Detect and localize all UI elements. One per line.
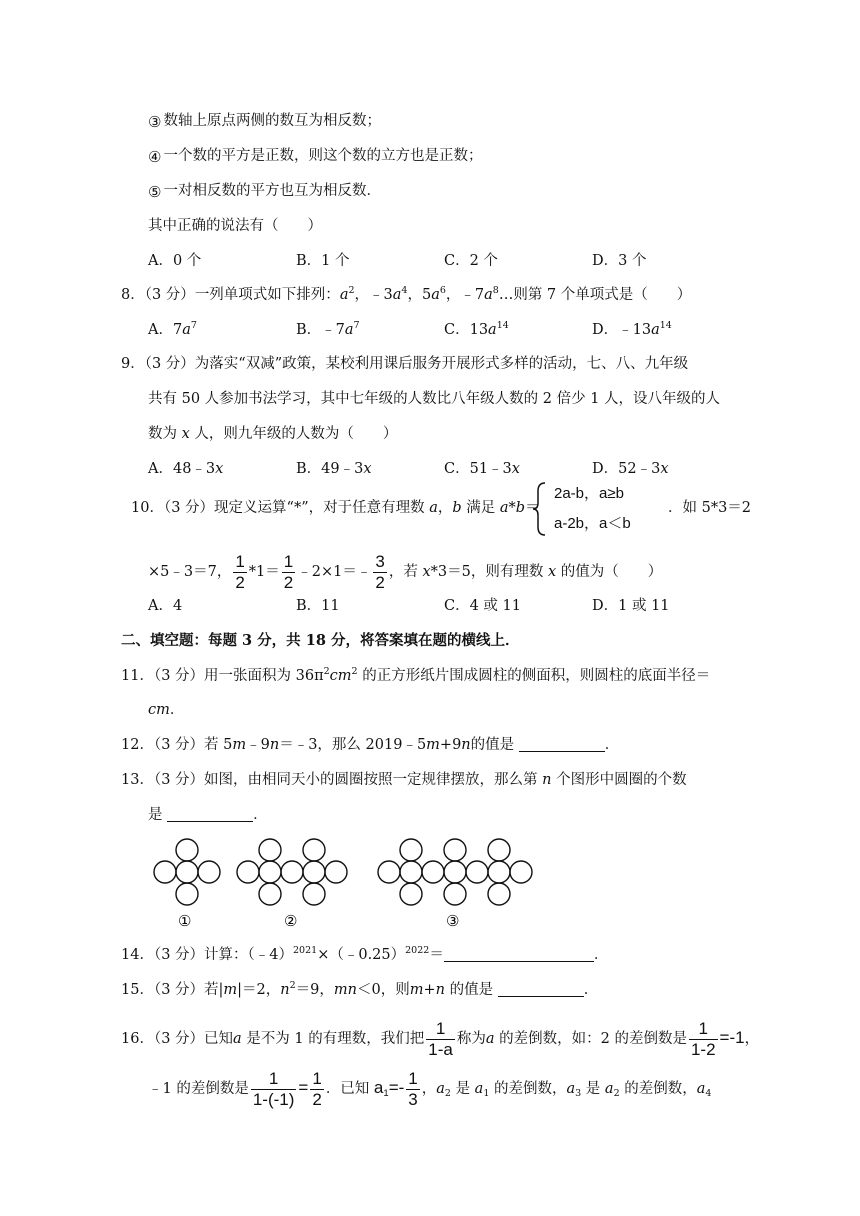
q10-option-b: B．11 <box>296 598 340 614</box>
q14-stem: 14．（3 分）计算：（﹣4）$^{2021}$×（﹣0.25）$^{2022}$＝ ． <box>121 945 609 963</box>
q10-case-2: a-2b，a＜b <box>554 515 631 532</box>
section-heading: 二、填空题：每题 3 分，共 18 分，将答案填在题的横线上． <box>121 632 520 649</box>
q13-stem: 13．（3 分）如图，由相同天小的圆圈按照一定规律摆放，那么第 n 个图形中圆圈的个数 <box>121 772 687 788</box>
q10-example: ×5﹣3＝7， $\frac{1}{2}$ *1＝ $\frac{1}{2}$ ﹣2×1＝﹣ $\frac{3}{2}$ ，若 x*3＝5，则有理数 x 的值为（ ） <box>148 551 663 592</box>
q7-option-b: B．1 个 <box>296 253 350 269</box>
left-brace <box>532 481 548 537</box>
q10-option-c: C．4 或 11 <box>444 598 521 614</box>
q7-option-d: D．3 个 <box>592 253 647 269</box>
q10-example-start: ．如 5*3＝2 <box>668 500 752 516</box>
q7-option-c: C．2 个 <box>444 253 498 269</box>
q16-line1: 16．（3 分）已知a 是不为 1 的有理数，我们把 $\frac{1}{1-a}$ 称为a 的差倒数，如：2 的差倒数是 $\frac{1}{1-2}$ =-1， <box>121 1018 760 1059</box>
answer-blank[interactable] <box>498 982 584 997</box>
q15-stem: 15．（3 分）若|m|＝2，$n^2=9$，mn＜0，则m+n 的值是 ． <box>121 980 599 998</box>
q8-option-d: D．$﹣13a^{14}$ <box>592 320 672 338</box>
q8-option-a: A．$7a^7$ <box>148 320 197 338</box>
circled-number: ③ <box>148 113 162 131</box>
q7-item-4: ④ 一个数的平方是正数，则这个数的立方也是正数； <box>148 148 483 166</box>
q9-line1: 9．（3 分）为落实“双减”政策，某校利用课后服务开展形式多样的活动，七、八、九年级 <box>121 356 689 372</box>
q8-stem: 8．（3 分）一列单项式如下排列：$a^2$，$﹣3a^4$，$5a^6$，$﹣7a^8\dots$则第 7 个单项式是（ ） <box>121 285 692 303</box>
q11-unit: cm． <box>148 702 185 718</box>
circle-pattern-figure <box>140 828 560 932</box>
q10-stem: 10．（3 分）现定义运算“*”，对于任意有理数 a，b 满足 a*b＝ <box>131 500 540 516</box>
q9-line2: 共有 50 人参加书法学习，其中七年级的人数比八年级人数的 2 倍少 1 人，设八年级的人 <box>148 391 721 407</box>
figure-label-2: ② <box>284 912 298 930</box>
answer-blank[interactable] <box>444 947 594 962</box>
q13-blank-line: 是 ． <box>148 807 268 823</box>
q12-stem: 12．（3 分）若 5m﹣9n＝﹣3，那么 2019﹣5m+9n的值是 ． <box>121 737 620 753</box>
q9-option-b: B．49﹣3x <box>296 461 372 477</box>
q11-stem: 11．（3 分）用一张面积为 $36\pi^2cm^2$ 的正方形纸片围成圆柱的侧面积，则圆柱的底面半径＝ <box>121 666 711 684</box>
q7-item-3: ③ 数轴上原点两侧的数互为相反数； <box>148 113 381 131</box>
figure-label-3: ③ <box>446 912 460 930</box>
answer-blank[interactable] <box>167 807 253 822</box>
q9-option-d: D．52﹣3x <box>592 461 669 477</box>
q9-option-c: C．51﹣3x <box>444 461 520 477</box>
q7-prompt: 其中正确的说法有（ ） <box>148 218 322 234</box>
q10-option-a: A．4 <box>148 598 183 614</box>
q7-item-5: ⑤ 一对相反数的平方也互为相反数． <box>148 183 381 201</box>
fraction: $\frac{1}{2}$ <box>235 551 245 592</box>
q7-option-a: A．0 个 <box>148 253 202 269</box>
q10-case-1: 2a-b，a≥b <box>554 485 624 502</box>
figure-label-1: ① <box>178 912 192 930</box>
q9-option-a: A．48﹣3x <box>148 461 224 477</box>
q16-line2: ﹣1 的差倒数是 $\frac{1}{1-(-1)}$ = $\frac{1}{2}$ ．已知 $a_1=-$ $\frac{1}{3}$ ，$a_2$ 是 $a_1$ 的差倒数，$a_3$ 是 $a_2$ 的差倒数，$a_4$ <box>148 1068 712 1109</box>
q8-option-b: B．$﹣7a^7$ <box>296 320 360 338</box>
q8-option-c: C．$13a^{14}$ <box>444 320 509 338</box>
q10-option-d: D．1 或 11 <box>592 598 670 614</box>
q9-line3: 数为 x 人，则九年级的人数为（ ） <box>148 426 398 442</box>
answer-blank[interactable] <box>519 737 605 752</box>
